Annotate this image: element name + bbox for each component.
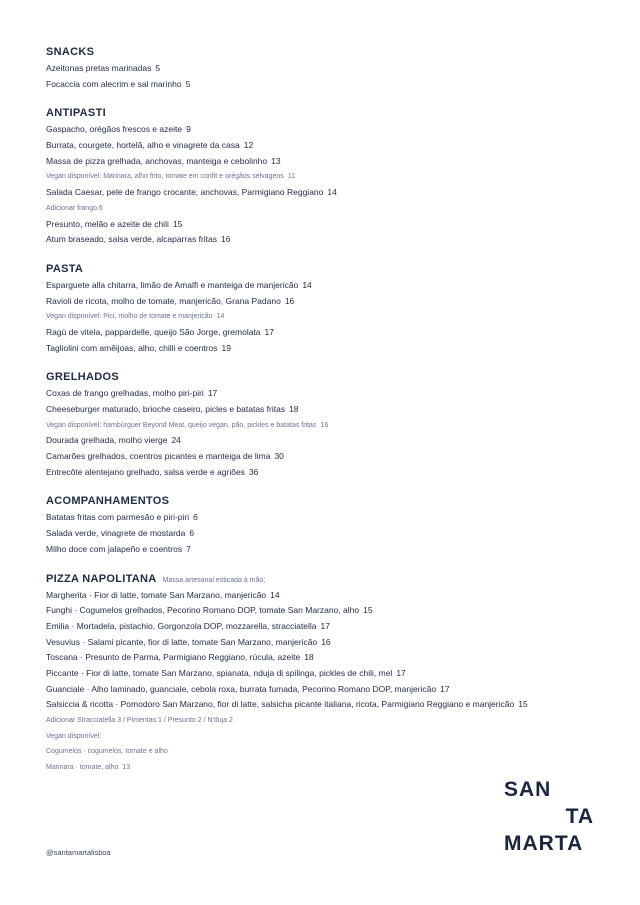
menu-item [46, 169, 606, 185]
menu-item [46, 185, 606, 201]
menu-item-price: 5 [155, 63, 161, 73]
menu-item-text: Atum braseado, salsa verde, alcaparras fritas [46, 234, 218, 245]
menu-item-price: 17 [264, 326, 274, 337]
menu-item-text: Salsiccia & ricotta · Pomodoro San Marzano, fior di latte, salsicha picante italiana, ricota, Parmigiano Reggiano e manjericão [46, 699, 515, 710]
menu-item-price: 36 [248, 466, 259, 477]
menu-item-price: 15 [172, 218, 183, 229]
menu-item-price: 30 [274, 451, 284, 462]
menu-item-text: Salada Caesar, pele de frango crocante, anchovas, Parmigiano Reggiano [46, 187, 324, 198]
menu-item [46, 729, 606, 745]
menu-item [46, 402, 606, 418]
menu-item-price: 13 [271, 155, 281, 166]
menu-item [46, 278, 606, 294]
menu-item-price: 12 [243, 140, 254, 151]
menu-item [46, 542, 606, 558]
logo-line-1: SAN [504, 778, 552, 801]
menu-item-price: 16 [284, 295, 295, 306]
menu-item [46, 713, 606, 729]
menu-item [46, 77, 606, 93]
menu-section [46, 105, 606, 248]
menu-item-price: 14 [216, 313, 225, 321]
menu-item-text: Vegan disponível: [46, 732, 102, 740]
menu-item-price: 16 [321, 636, 331, 647]
logo-line-2: TA [565, 805, 594, 828]
menu-content [46, 44, 606, 789]
menu-item [46, 510, 606, 526]
menu-item [46, 138, 606, 154]
menu-item [46, 232, 606, 248]
section-title-text: GRELHADOS [46, 371, 119, 384]
menu-item-price: 14 [270, 589, 280, 600]
menu-item-text: Ragù de vitela, pappardelle, queijo São Jorge, gremolata [46, 326, 261, 337]
menu-item-text: Batatas fritas com parmesão e piri-piri [46, 512, 190, 523]
menu-item-price: 18 [289, 404, 299, 414]
menu-item-text: Vesuvius · Salami picante, fior di latte, tomate San Marzano, manjericão [46, 636, 318, 647]
menu-item-price: 9 [186, 124, 191, 135]
menu-item-text: Esparguete alla chitarra, limão de Amalfi e manteiga de manjericão [46, 279, 299, 290]
menu-item-price: 24 [171, 435, 181, 446]
menu-item [46, 294, 606, 310]
menu-item-text: Presunto, melão e azeite de chili [46, 218, 169, 229]
menu-item-price: 13 [122, 764, 131, 772]
instagram-handle: @santamartalisboa [46, 848, 111, 857]
menu-item [46, 61, 606, 77]
menu-item-text: Dourada grelhada, molho vierge [46, 435, 168, 446]
section-title-text: SNACKS [46, 46, 95, 58]
menu-item-text: Burrata, courgete, hortelã, alho e vinagrete da casa [46, 140, 240, 151]
section-title [46, 493, 606, 509]
menu-item [46, 603, 606, 619]
menu-section [46, 369, 606, 480]
section-title [46, 44, 606, 60]
menu-item-price: 17 [396, 667, 406, 678]
menu-section [46, 493, 606, 557]
menu-item-text: Vegan disponível: Pici, molho de tomate e manjericão [46, 313, 213, 321]
menu-item-text: Cheeseburger maturado, brioche caseiro, picles e batatas fritas [46, 404, 286, 414]
menu-item [46, 154, 606, 170]
menu-item-text: Milho doce com jalapeño e coentros [46, 543, 183, 554]
logo [504, 776, 596, 857]
menu-item [46, 650, 606, 666]
menu-item-price: 7 [186, 543, 191, 554]
menu-item-text: Emilia · Mortadela, pistachio, Gorgonzola DOP, mozzarella, stracciatella [46, 620, 317, 631]
menu-item [46, 666, 606, 682]
menu-item-price: 15 [363, 605, 373, 616]
menu-item-price: 16 [320, 421, 329, 429]
menu-section [46, 571, 606, 776]
menu-item-price: 16 [221, 234, 231, 245]
menu-item [46, 760, 606, 776]
section-title [46, 369, 606, 385]
section-title [46, 261, 606, 277]
menu-item-price: 6 [193, 512, 198, 523]
menu-item [46, 341, 606, 357]
menu-item-price: 17 [440, 683, 450, 694]
menu-item [46, 526, 606, 542]
logo-line-3: MARTA [504, 832, 584, 855]
menu-item-price: 17 [207, 388, 218, 399]
menu-section [46, 44, 606, 92]
menu-item-text: Piccante · Fior di latte, tomate San Marzano, spianata, nduja di spilinga, pickles de chili, mel [46, 667, 393, 678]
menu-item-text: Adicionar Stracciatella 3 / Pimentas 1 / Presunto 2 / N'duja 2 [46, 717, 233, 724]
menu-item [46, 619, 606, 635]
menu-item-text: Vegan disponível: hambúrguer Beyond Meat, queijo vegan, pão, pickles e batatas fritas [46, 421, 317, 429]
menu-item [46, 697, 606, 713]
menu-item-price: 5 [185, 78, 191, 89]
section-note: Massa artesanal esticada à mão; [162, 576, 266, 584]
menu-item [46, 122, 606, 138]
menu-item [46, 201, 606, 217]
menu-item-text: Margherita · Fior di latte, tomate San Marzano, manjericão [46, 589, 267, 600]
menu-item-text: Funghi · Cogumelos grelhados, Pecorino Romano DOP, tomate San Marzano, alho [46, 605, 360, 616]
menu-item-text: Massa de pizza grelhada, anchovas, manteiga e cebolinho [46, 155, 268, 166]
menu-item-price: 17 [320, 620, 331, 631]
menu-item [46, 217, 606, 233]
menu-item [46, 465, 606, 481]
menu-item-price: 19 [221, 342, 231, 353]
menu-item-text: Entrecôte alentejano grelhado, salsa verde e agriões [46, 466, 245, 477]
menu-item-text: Focaccia com alecrim e sal marinho [46, 78, 182, 89]
section-title [46, 571, 606, 587]
menu-item-price: 11 [287, 173, 296, 181]
menu-item [46, 588, 606, 604]
menu-item [46, 325, 606, 341]
menu-item-price: 15 [518, 699, 528, 710]
menu-item [46, 386, 606, 402]
menu-item [46, 635, 606, 651]
menu-item [46, 682, 606, 698]
menu-item-text: Tagliolini com amêijoas, alho, chilli e coentros [46, 342, 218, 353]
menu-item-text: Ravioli de ricota, molho de tomate, manjericão, Grana Padano [46, 295, 281, 306]
menu-item-text: Marinara · tomate, alho [46, 764, 119, 772]
menu-item-text: Azeitonas pretas marinadas [46, 63, 152, 73]
section-title-text: ACOMPANHAMENTOS [46, 495, 170, 508]
menu-item [46, 418, 606, 434]
menu-item [46, 433, 606, 449]
section-title [46, 105, 606, 121]
menu-item-text: Toscana · Presunto de Parma, Parmigiano Reggiano, rúcula, azeite [46, 652, 301, 663]
menu-item-text: Cogumelos · cogumelos, tomate e alho [46, 748, 168, 756]
menu-item-price: 14 [327, 187, 337, 198]
menu-item-text: Adicionar frango 6 [46, 204, 103, 212]
menu-item-price: 18 [304, 652, 314, 663]
menu-item-text: Guanciale · Alho laminado, guanciale, cebola roxa, burrata fumada, Pecorino Romano DOP, manjericão [46, 683, 437, 694]
menu-item-text: Vegan disponível: Marinara, alho frito, tomate em confit e orégãos selvagens [46, 173, 284, 181]
menu-item [46, 744, 606, 760]
menu-item-text: Salada verde, vinagrete de mostarda [46, 528, 186, 539]
menu-item-price: 14 [302, 279, 312, 290]
menu-item-text: Coxas de frango grelhadas, molho piri-piri [46, 388, 204, 399]
menu-item [46, 309, 606, 325]
menu-item-price: 6 [189, 528, 195, 539]
menu-item-text: Gaspacho, orégãos frescos e azeite [46, 124, 183, 135]
menu-item-text: Camarões grelhados, coentros picantes e manteiga de lima [46, 451, 271, 462]
section-title-text: PASTA [46, 262, 84, 275]
section-title-text: PIZZA NAPOLITANA [46, 572, 157, 585]
menu-section [46, 261, 606, 356]
menu-item [46, 449, 606, 465]
section-title-text: ANTIPASTI [46, 107, 106, 120]
